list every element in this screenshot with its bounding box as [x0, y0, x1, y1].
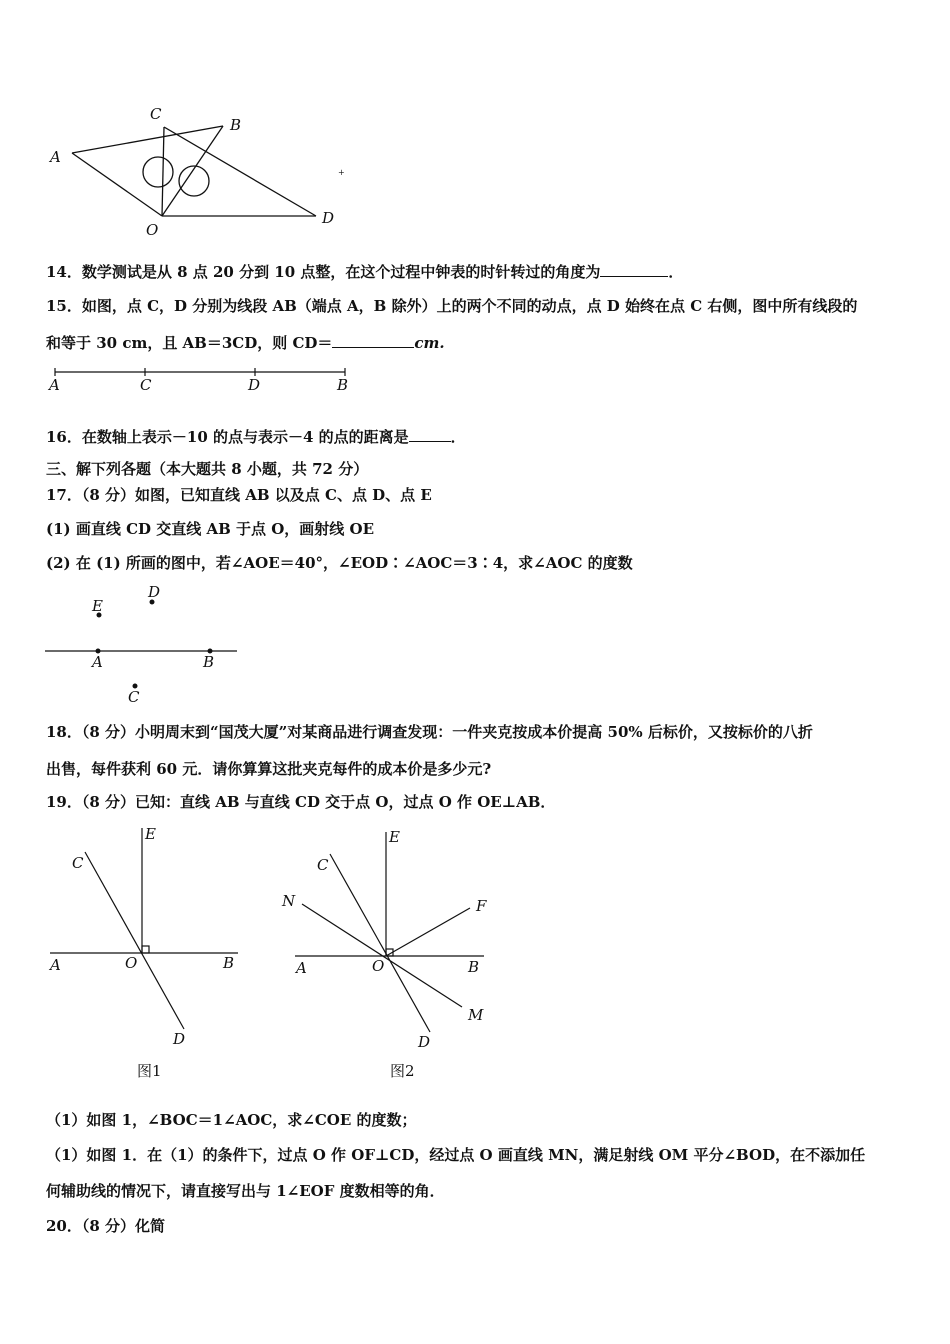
label-d: D: [173, 1030, 186, 1048]
q16-number: 16．: [46, 428, 82, 446]
label-d: D: [148, 583, 161, 601]
label-o: O: [125, 954, 138, 972]
segment-ad: [72, 153, 162, 216]
q16-text: 在数轴上表示－10 的点与表示－4 的点的距离是: [81, 428, 409, 446]
label-a: A: [50, 956, 61, 974]
question-18-line2: 出售，每件获利 60 元．请你算算这批夹克每件的成本价是多少元?: [46, 760, 492, 778]
stray-mark: +: [338, 168, 345, 177]
figure-q15: [45, 362, 355, 397]
question-17-line1: [46, 485, 432, 505]
label-b: B: [223, 954, 235, 972]
angle-arc-2: [179, 166, 209, 196]
label-o: O: [146, 221, 159, 239]
q18-line1: （8 分）小明周末到“国茂大厦”对某商品进行调查发现：一件夹克按成本价提高 50% 后标价，又按标价的八折: [81, 723, 813, 741]
question-20: [46, 1216, 165, 1236]
right-angle-mark: [142, 946, 149, 953]
label-a: A: [92, 653, 103, 671]
question-19-line1: [46, 792, 555, 812]
figure-q19-2: [282, 822, 510, 1087]
q17-line1: （8 分）如图，已知直线 AB 以及点 C、点 D、点 E: [81, 486, 432, 504]
caption-fig1: 图1: [137, 1062, 162, 1080]
question-14: [46, 262, 683, 282]
label-c: C: [317, 856, 329, 874]
figure-q13: [40, 95, 360, 245]
question-19-sub2-line2: 何辅助线的情况下，请直接写出与 1∠EOF 度数相等的角．: [46, 1182, 445, 1200]
label-e: E: [145, 825, 156, 843]
label-c: C: [150, 105, 162, 123]
label-c: C: [72, 854, 84, 872]
label-e: E: [92, 597, 103, 615]
label-b: B: [468, 958, 480, 976]
segment-ob: [162, 126, 223, 216]
answer-blank-q15[interactable]: [332, 333, 414, 348]
label-c: C: [140, 376, 152, 394]
label-d: D: [248, 376, 261, 394]
q15-line2a: 和等于 30 cm，且 AB＝3CD，则 CD＝: [46, 334, 333, 352]
caption-fig2: 图2: [390, 1062, 415, 1080]
q20-text: （8 分）化简: [81, 1217, 166, 1235]
label-o: O: [372, 957, 385, 975]
segment-cd: [164, 127, 316, 216]
q17-number: 17．: [46, 486, 82, 504]
question-15-line1: [46, 296, 857, 316]
question-18-line1: [46, 722, 813, 742]
question-19-sub1: （1）如图 1，∠BOC＝1∠AOC，求∠COE 的度数；: [46, 1111, 417, 1129]
figure-q17: [40, 580, 250, 710]
q15-number: 15．: [46, 297, 82, 315]
q15-line1: 如图，点 C，D 分别为线段 AB（端点 A，B 除外）上的两个不同的动点，点 D 始终在点 C 右侧，图中所有线段的: [81, 297, 858, 315]
label-c: C: [128, 688, 140, 706]
label-a: A: [296, 959, 307, 977]
question-17-line2: (1) 画直线 CD 交直线 AB 于点 O，画射线 OE: [46, 520, 375, 538]
line-cd: [85, 852, 184, 1029]
q14-text: 数学测试是从 8 点 20 分到 10 点整，在这个过程中钟表的时针转过的角度为: [81, 263, 601, 281]
label-m: M: [468, 1006, 484, 1024]
q15-line2b: cm.: [414, 334, 445, 352]
label-a: A: [49, 376, 60, 394]
label-a: A: [50, 148, 61, 166]
section-3-heading: 三、解下列各题（本大题共 8 小题，共 72 分）: [46, 460, 369, 478]
label-b: B: [230, 116, 242, 134]
label-f: F: [476, 897, 487, 915]
q14-number: 14．: [46, 263, 82, 281]
label-d: D: [418, 1033, 431, 1051]
figure-q19-1: [45, 822, 255, 1087]
label-b: B: [203, 653, 215, 671]
label-e: E: [389, 828, 400, 846]
line-cd: [330, 854, 430, 1032]
question-15-line2: [46, 333, 445, 353]
label-d: D: [322, 209, 335, 227]
q18-number: 18．: [46, 723, 82, 741]
q14-end: ．: [668, 263, 684, 281]
ray-of: [386, 908, 470, 956]
question-17-line3: (2) 在 (1) 所画的图中，若∠AOE＝40°，∠EOD∶∠AOC＝3∶4，求∠AOC 的度数: [46, 554, 633, 572]
angle-arc-1: [143, 157, 173, 187]
q16-end: ．: [450, 428, 466, 446]
question-19-sub2-line1: （1）如图 1．在（1）的条件下，过点 O 作 OF⊥CD，经过点 O 画直线 MN，满足射线 OM 平分∠BOD，在不添加任: [46, 1146, 866, 1164]
q20-number: 20．: [46, 1217, 82, 1235]
question-16: [46, 427, 466, 447]
answer-blank-q14[interactable]: [600, 262, 668, 277]
label-n: N: [282, 892, 296, 910]
q19-line1: （8 分）已知：直线 AB 与直线 CD 交于点 O，过点 O 作 OE⊥AB．: [81, 793, 556, 811]
answer-blank-q16[interactable]: [409, 427, 451, 442]
label-b: B: [337, 376, 349, 394]
segment-oc: [162, 127, 164, 216]
q19-number: 19．: [46, 793, 82, 811]
